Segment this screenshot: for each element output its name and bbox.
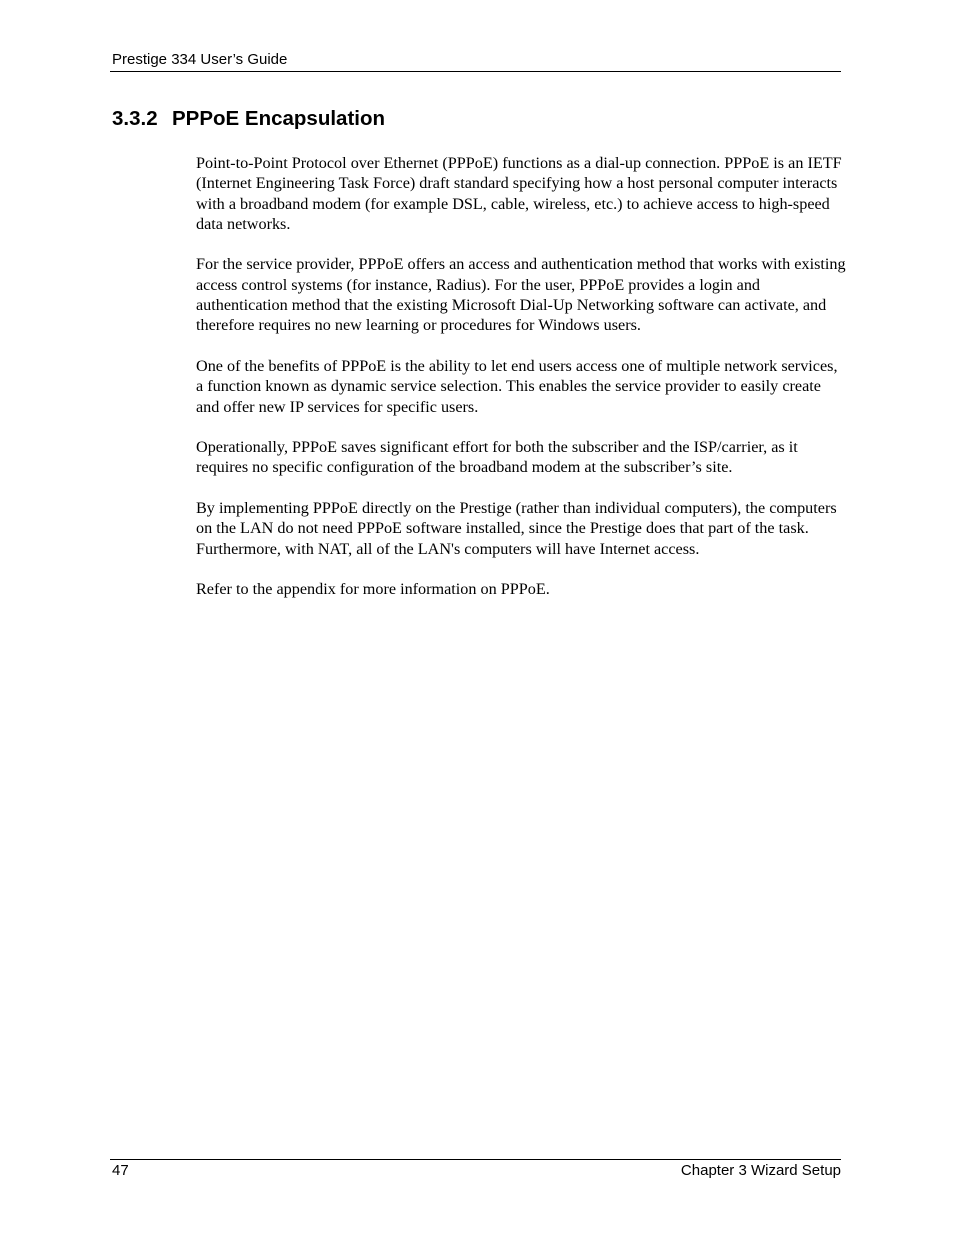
running-header: Prestige 334 User’s Guide [112, 51, 288, 68]
footer-divider [110, 1159, 841, 1160]
paragraph-service-provider: For the service provider, PPPoE offers an access and authentication method that works with existing access control systems (for instance, Radius). For the user, PPPoE provides a login and authentication method that the existing Microsoft Dial-Up Networking software can activate, and therefore requires no new learning or procedures for Windows users. [196, 255, 846, 335]
body-text [196, 153, 846, 620]
paragraph-operational: Operationally, PPPoE saves significant effort for both the subscriber and the ISP/carrier, as it requires no specific configuration of the broadband modem at the subscriber’s site. [196, 438, 798, 477]
header-divider [110, 71, 841, 72]
chapter-label: Chapter 3 Wizard Setup [680, 1162, 841, 1179]
paragraph-pppoe-definition: Point-to-Point Protocol over Ethernet (PPPoE) functions as a dial-up connection. PPPoE is an IETF (Internet Engineering Task Force) draft standard specifying how a host personal computer interacts with a broadband modem (for example DSL, cable, wireless, etc.) to achieve access to high-speed data networks. [196, 154, 842, 233]
paragraph-implementation: By implementing PPPoE directly on the Prestige (rather than individual computers), the computers on the LAN do not need PPPoE software installed, since the Prestige does that part of the task. Furthermore, with NAT, all of the LAN's computers will have Internet access. [196, 499, 837, 558]
page-number: 47 [112, 1162, 129, 1179]
section-number: 3.3.2 [112, 107, 158, 130]
section-heading [112, 106, 385, 132]
section-title: PPPoE Encapsulation [172, 107, 386, 130]
paragraph-benefits: One of the benefits of PPPoE is the ability to let end users access one of multiple network services, a function known as dynamic service selection. This enables the service provider to easily create and offer new IP services for specific users. [196, 356, 838, 416]
paragraph-reference: Refer to the appendix for more information on PPPoE. [196, 580, 550, 599]
